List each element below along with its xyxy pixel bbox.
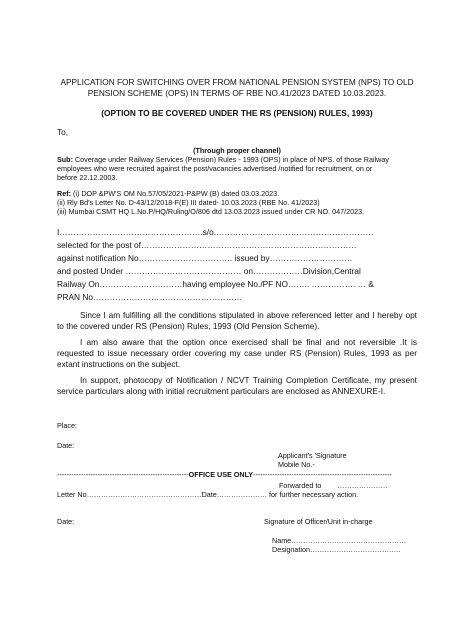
officer-signature-label: Signature of Officer/Unit in-charge	[264, 517, 373, 526]
subject-line-1	[57, 155, 389, 164]
reference-text-1: (i) DOP &PW'S OM No.57/05/2021-P&PW (B) dated 03.03.2023.	[70, 189, 280, 198]
office-use-label: OFFICE USE ONLY	[188, 470, 254, 479]
paragraph-3: In support, photocopy of Notification / NCVT Training Completion Certificate, my present service particulars along with initial recruitment particulars are enclosed as ANNEXURE-I.	[57, 375, 417, 396]
fill-line-2: selected for the post of……………………………………………………………………	[57, 240, 357, 250]
subject-label: Sub:	[57, 155, 73, 164]
fill-line-4: and posted Under …………………………………… on………………Division,Central	[57, 266, 361, 276]
subject-line-3: before 22.12.2003.	[57, 173, 118, 182]
to-label: To,	[57, 127, 69, 137]
office-use-divider	[57, 470, 392, 479]
mobile-number-label: Mobile No.-	[278, 460, 315, 469]
heading-line-2: PENSION SCHEME (OPS) IN TERMS OF RBE NO.41/2023 DATED 10.03.2023.	[87, 88, 387, 98]
date-label-2: Date:	[57, 517, 75, 526]
option-heading: (OPTION TO BE COVERED UNDER THE RS (PENSION) RULES, 1993)	[101, 108, 373, 118]
fill-line-3: against notification No……………………………. issued by…………………………	[57, 253, 353, 263]
name-line: Name…………………………………………	[272, 536, 407, 545]
designation-line: Designation………………………………..	[272, 545, 401, 554]
paragraph-2: I am also aware that the option once exercised shall be final and not reversible .It is requested to issue necessary order covering my case under RS (Pension) Rules, 1993 as per extant instructions on the subject.	[57, 337, 417, 369]
office-use-dashes-right: ----------------------------------------------------------	[253, 470, 392, 479]
fill-line-1: I…………………………………………….s/o.…………………………………………………	[57, 227, 374, 237]
fill-line-5: Railway On…………………………having employee No./PF NO…….. ……………. … &	[57, 279, 374, 289]
place-label: Place:	[57, 421, 77, 430]
subject-text-1: Coverage under Railway Services (Pension) Rules - 1993 (OPS) in place of NPS. of those Railway	[72, 155, 389, 164]
through-channel: (Through proper channel)	[193, 146, 281, 155]
office-use-dashes-left: -------------------------------------------------------	[57, 470, 189, 479]
paragraph-1: Since I am fulfilling all the conditions stipulated in above referenced letter and I hereby opt to the covered under RS (Pension) Rules, 1993 (Old Pension Scheme).	[57, 310, 417, 331]
applicant-signature-label: Applicant's 'Signature	[278, 451, 347, 460]
heading-line-1: APPLICATION FOR SWITCHING OVER FROM NATIONAL PENSION SYSTEM (NPS) TO OLD	[60, 77, 414, 87]
subject-line-2: employees who were recruited against the post/vacancies advertised /notified for recruitment, on or	[57, 164, 373, 173]
forwarded-to-line: Forwarded to …………………	[279, 481, 388, 490]
reference-label: Ref:	[57, 189, 71, 198]
fill-line-6: PRAN No………………………………………………	[57, 292, 243, 302]
reference-line-2: (ii) Rly Bd's Letter No. D-43/12/2018-F(E) III dated- 10.03.2023 (RBE No. 41/2023)	[57, 198, 320, 207]
date-label-1: Date:	[57, 441, 75, 450]
letter-number-line: Letter No…………………………………………Date………………… for further necessary action.	[57, 490, 359, 499]
reference-line-3: (iii) Mumbai CSMT HQ L.No.P/HQ/Ruling/O/806 dtd 13.03.2023 issued under CR NO. 047/2023.	[57, 207, 365, 216]
reference-line-1	[57, 189, 279, 198]
